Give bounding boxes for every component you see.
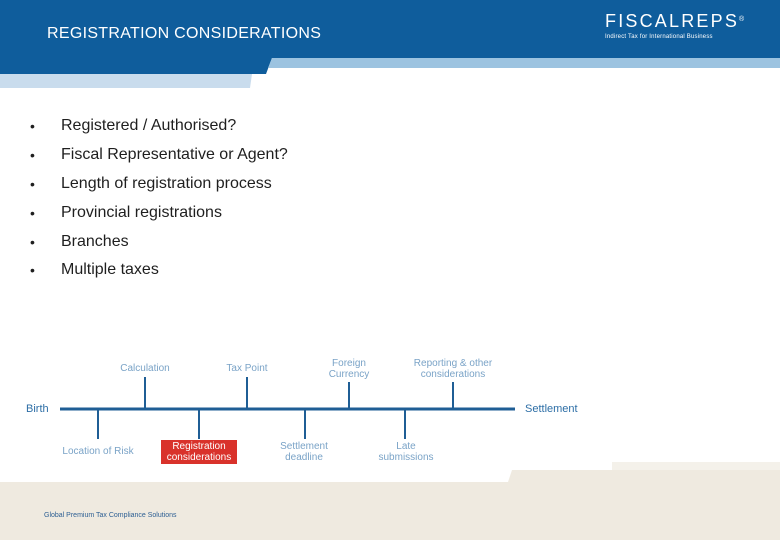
timeline-end-label: Settlement (525, 403, 578, 415)
label-line: deadline (285, 452, 323, 463)
footer-band (0, 462, 780, 540)
registered-mark: ® (739, 16, 745, 23)
label-line: Calculation (120, 363, 170, 374)
list-item-text: Fiscal Representative or Agent? (61, 146, 288, 164)
label-line: Settlement (280, 441, 328, 452)
timeline-label-tax-point (202, 363, 292, 374)
timeline-label-foreign-currency (304, 358, 394, 380)
footer-tagline: Global Premium Tax Compliance Solutions (44, 512, 177, 519)
list-item (30, 227, 288, 256)
footer-background (0, 462, 780, 540)
timeline-diagram (0, 340, 780, 470)
bullet-icon: • (30, 262, 35, 279)
timeline-start-label: Birth (26, 403, 49, 415)
timeline-label-location-of-risk (53, 446, 143, 457)
timeline-label-late-submissions (361, 441, 451, 463)
bullet-icon: • (30, 204, 35, 221)
timeline-label-reporting (398, 358, 508, 380)
timeline-label-settlement-deadline (259, 441, 349, 463)
label-line: submissions (378, 452, 434, 463)
logo-tagline: Indirect Tax for International Business (605, 34, 713, 40)
list-item-text: Provincial registrations (61, 203, 222, 221)
list-item (30, 256, 288, 285)
label-line: considerations (166, 452, 232, 463)
logo-wordmark: FISCALREPS (605, 11, 740, 31)
list-item (30, 198, 288, 227)
header-banner (0, 0, 780, 76)
bullet-icon: • (30, 147, 35, 164)
label-line: Late (396, 441, 416, 452)
label-line: Tax Point (226, 363, 268, 374)
list-item-text: Registered / Authorised? (61, 117, 237, 135)
timeline-label-registration-highlight (161, 440, 237, 464)
list-item (30, 170, 288, 199)
bullet-icon: • (30, 118, 35, 135)
bullet-icon: • (30, 233, 35, 250)
list-item (30, 141, 288, 170)
bullet-icon: • (30, 175, 35, 192)
bullet-list (30, 112, 288, 285)
label-line: Reporting & other (413, 358, 493, 369)
list-item-text: Length of registration process (61, 174, 272, 192)
list-item-text: Branches (61, 232, 129, 250)
list-item-text: Multiple taxes (61, 261, 159, 279)
label-line: Registration (172, 441, 226, 452)
label-line: Foreign (332, 358, 366, 369)
list-item (30, 112, 288, 141)
company-logo (605, 12, 744, 40)
label-line: Location of Risk (62, 446, 134, 457)
label-line: Currency (328, 369, 370, 380)
label-line: considerations (420, 369, 486, 380)
page-title: REGISTRATION CONSIDERATIONS (47, 25, 322, 42)
timeline-label-calculation (100, 363, 190, 374)
